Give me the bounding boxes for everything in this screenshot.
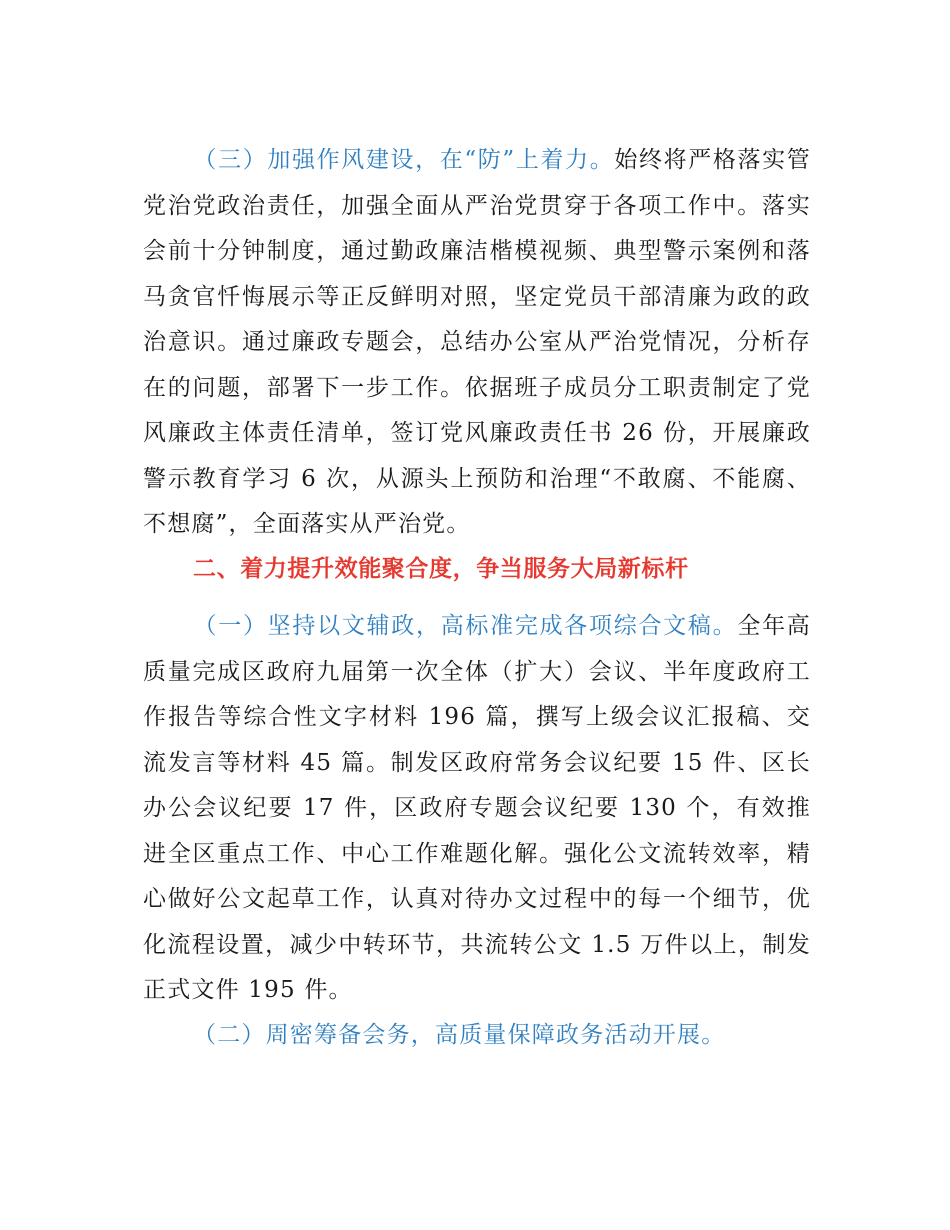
paragraph-body-documents: 全年高质量完成区政府九届第一次全体（扩大）会议、半年度政府工作报告等综合性文字材料 196 篇，撰写上级会议汇报稿、交流发言等材料 45 篇。制发区政府常务会议纪要 15 件、区长办公会议纪要 17 件，区政府专题会议纪要 130 个，有效推进全区重点工作、中心工作难题化解。强化公文流转效率，精心做好公文起草工作，认真对待办文过程中的每一个细节，优化流程设置，减少中转环节，共流转公文 1.5 万件以上，制发正式文件 195 件。 [143,613,811,1003]
subheading-documents: （一）坚持以文辅政，高标准完成各项综合文稿。 [193,613,738,639]
paragraph-body-discipline: 始终将严格落实管党治党政治责任，加强全面从严治党贯穿于各项工作中。落实会前十分钟制度，通过勤政廉洁楷模视频、典型警示案例和落马贪官忏悔展示等正反鲜明对照，坚定党员干部清廉为政的政治意识。通过廉政专题会，总结办公室从严治党情况，分析存在的问题，部署下一步工作。依据班子成员分工职责制定了党风廉政主体责任清单，签订党风廉政责任书 26 份，开展廉政警示教育学习 6 次，从源头上预防和治理“不敢腐、不能腐、不想腐”，全面落实从严治党。 [143,147,811,537]
paragraph-documents [143,604,811,1014]
section-heading-efficiency: 二、着力提升效能聚合度，争当服务大局新标杆 [193,556,689,582]
subheading-meetings: （二）周密筹备会务，高质量保障政务活动开展。 [193,1022,726,1048]
paragraph-discipline [143,138,811,548]
subheading-discipline: （三）加强作风建设，在“防”上着力。 [193,147,615,173]
